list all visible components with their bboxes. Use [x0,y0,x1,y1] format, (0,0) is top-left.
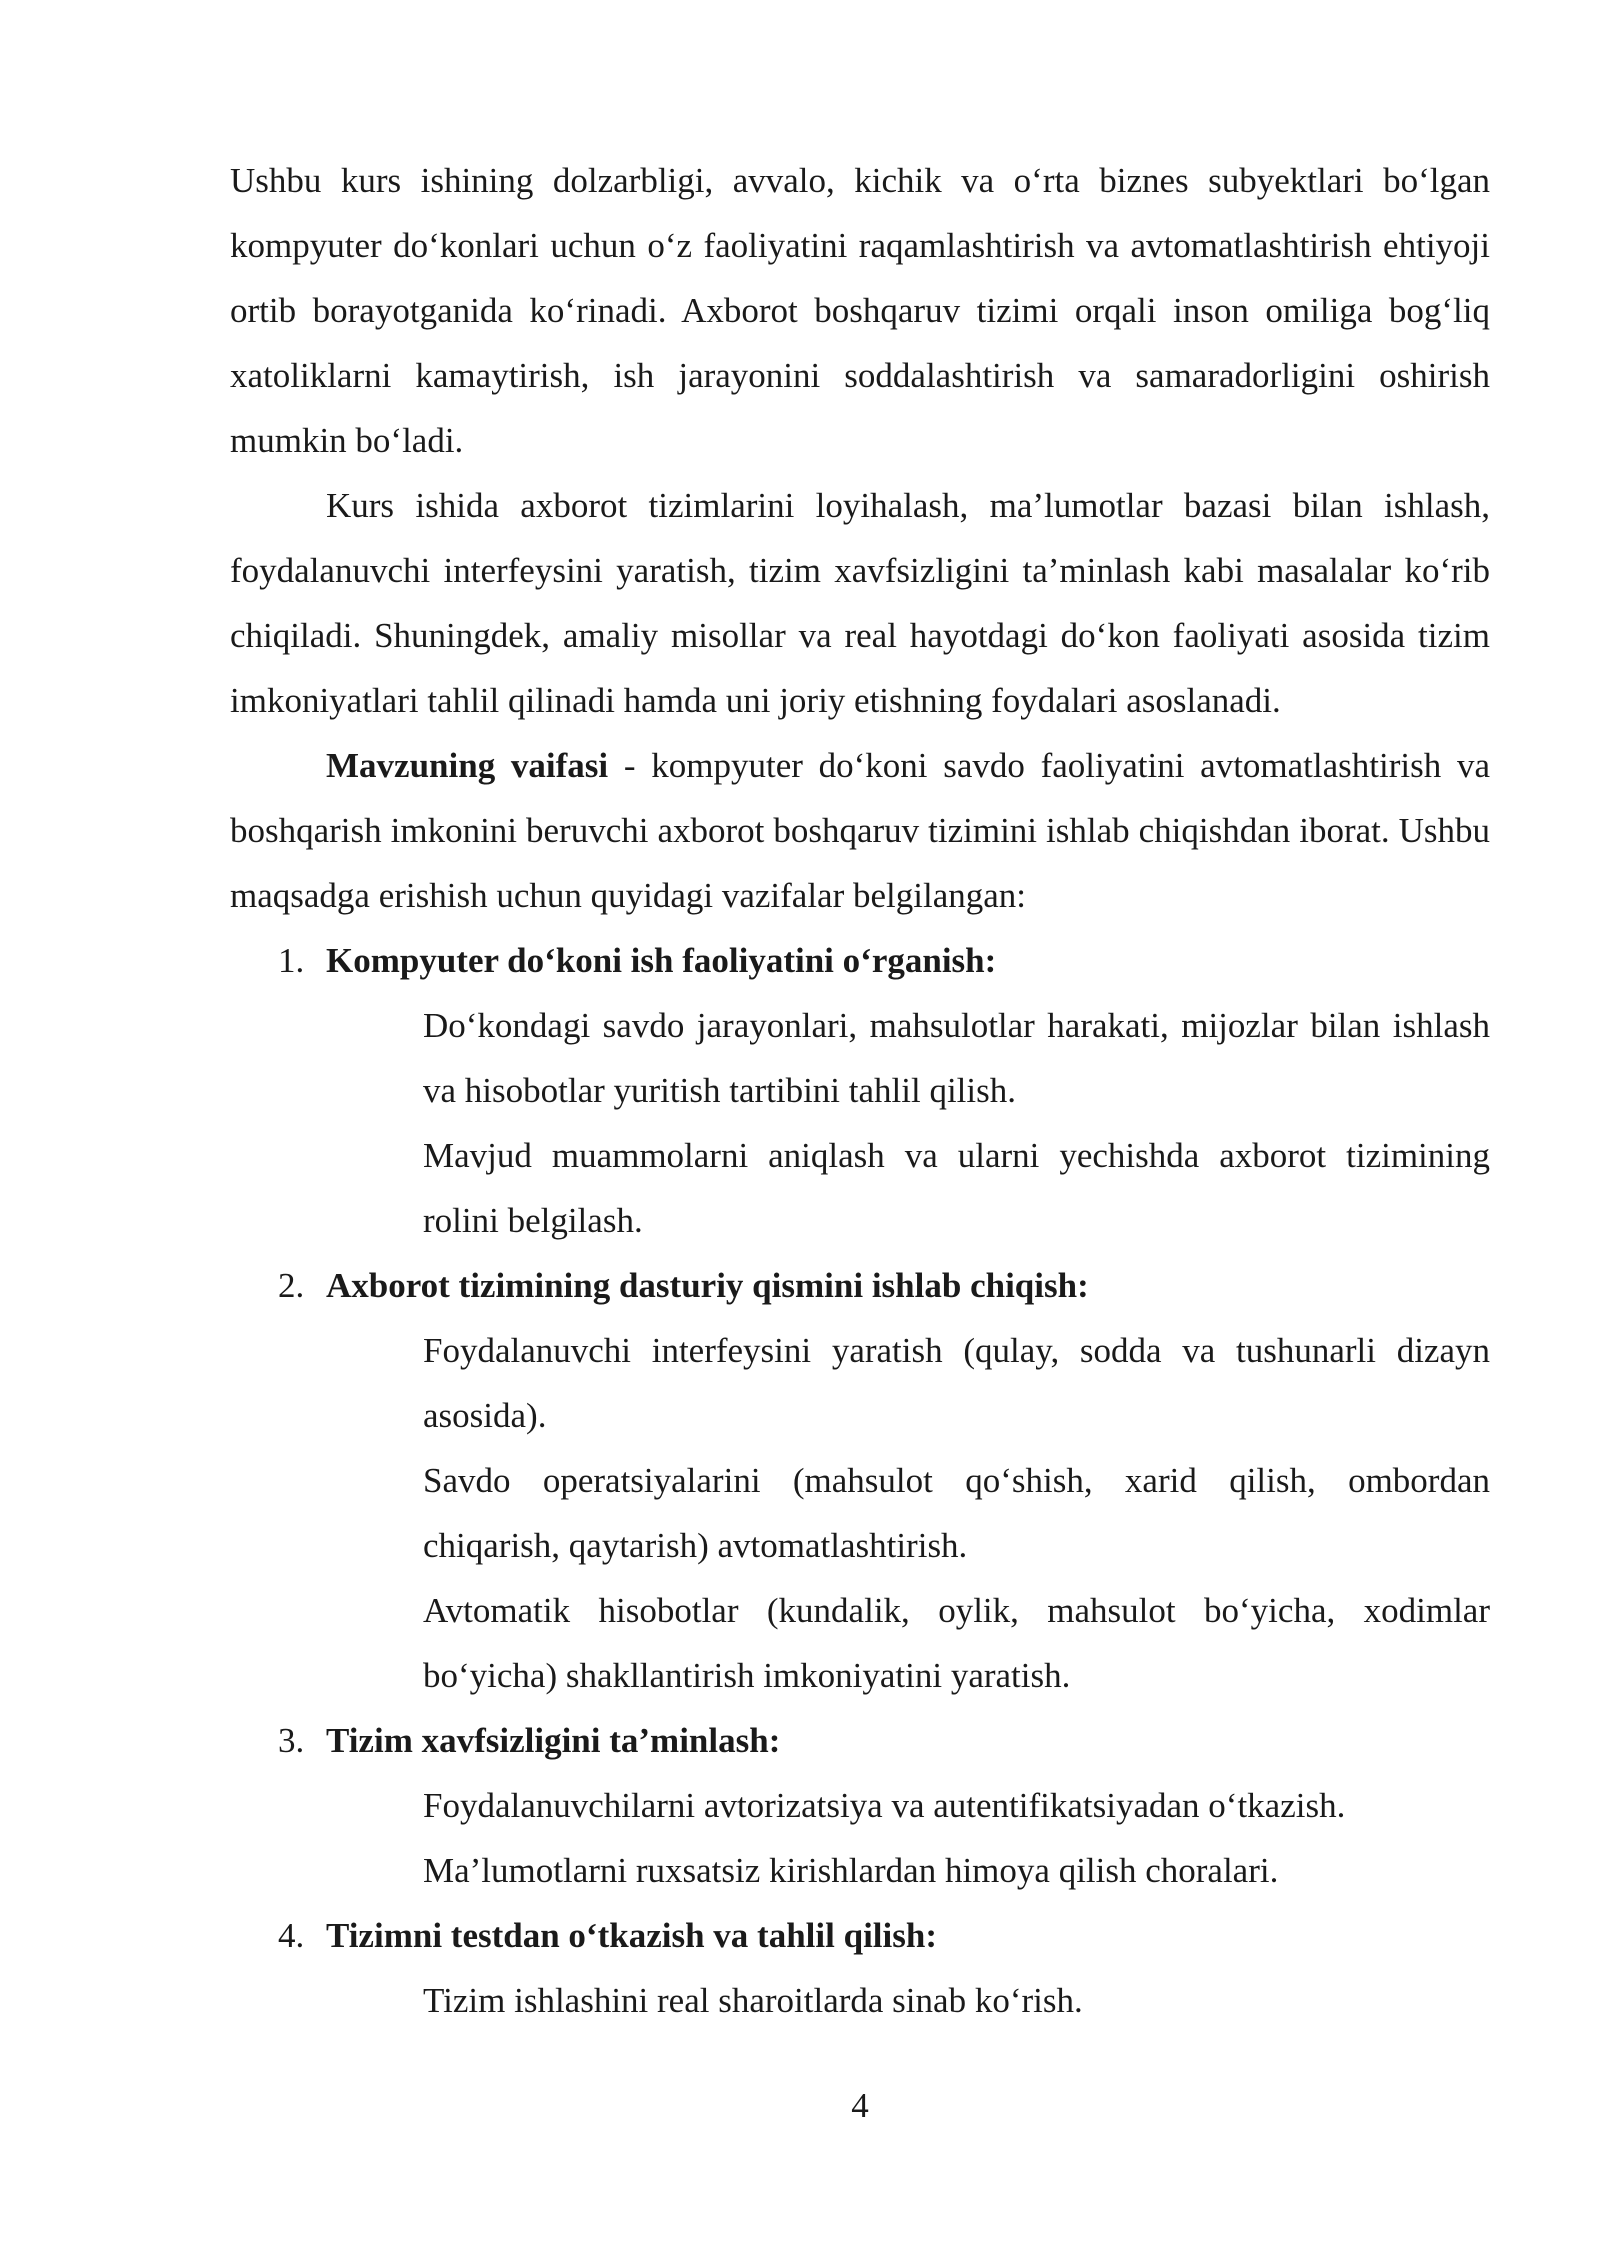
task-item: Do‘kondagi savdo jarayonlari, mahsulotlar harakati, mijozlar bilan ishlash va hisobotlar yuritish tartibini tahlil qilish. [423,1006,1490,1110]
task-title: Tizimni testdan o‘tkazish va tahlil qilish: [326,1916,937,1955]
task-number: 1. [278,941,305,980]
task-item: Ma’lumotlarni ruxsatsiz kirishlardan himoya qilish choralari. [423,1851,1279,1890]
task-heading [230,1708,1490,1773]
task-1 [230,928,1490,1253]
page-number: 4 [851,2086,869,2125]
objective-text: - kompyuter do‘koni savdo faoliyatini avtomatlashtirish va boshqarish imkonini beruvchi axborot boshqaruv tizimini ishlab chiqishdan iborat. Ushbu maqsadga erishish uchun quyidagi vazifalar belgilangan: [230,746,1490,915]
task-item: Tizim ishlashini real sharoitlarda sinab ko‘rish. [423,1981,1083,2020]
scope-paragraph: Kurs ishida axborot tizimlarini loyihalash, ma’lumotlar bazasi bilan ishlash, foydalanuvchi interfeysini yaratish, tizim xavfsizligini ta’minlash kabi masalalar ko‘rib chiqiladi. Shuningdek, amaliy misollar va real hayotdagi do‘kon faoliyati asosida tizim imkoniyatlari tahlil qilinadi hamda uni joriy etishning foydalari asoslanadi. [230,486,1490,720]
task-item: Foydalanuvchilarni avtorizatsiya va autentifikatsiyadan o‘tkazish. [423,1786,1346,1825]
task-2 [230,1253,1490,1708]
objective-paragraph [230,733,1490,928]
task-heading [230,1253,1490,1318]
task-title: Axborot tizimining dasturiy qismini ishlab chiqish: [326,1266,1089,1305]
task-heading [230,928,1490,993]
task-item: Avtomatik hisobotlar (kundalik, oylik, mahsulot bo‘yicha, xodimlar bo‘yicha) shakllantirish imkoniyatini yaratish. [423,1591,1490,1695]
document-page [230,148,1490,2033]
task-title: Tizim xavfsizligini ta’minlash: [326,1721,781,1760]
task-title: Kompyuter do‘koni ish faoliyatini o‘rganish: [326,941,997,980]
intro-paragraph: Ushbu kurs ishining dolzarbligi, avvalo, kichik va o‘rta biznes subyektlari bo‘lgan kompyuter do‘konlari uchun o‘z faoliyatini raqamlashtirish va avtomatlashtirish ehtiyoji ortib borayotganida ko‘rinadi. Axborot boshqaruv tizimi orqali inson omiliga bog‘liq xatoliklarni kamaytirish, ish jarayonini soddalashtirish va samaradorligini oshirish mumkin bo‘ladi. [230,161,1490,460]
task-3 [230,1708,1490,1903]
objective-heading: Mavzuning vaifasi [326,746,609,785]
task-number: 4. [278,1916,305,1955]
task-number: 3. [278,1721,305,1760]
task-item: Mavjud muammolarni aniqlash va ularni yechishda axborot tizimining rolini belgilash. [423,1136,1490,1240]
task-item: Foydalanuvchi interfeysini yaratish (qulay, sodda va tushunarli dizayn asosida). [423,1331,1490,1435]
task-item: Savdo operatsiyalarini (mahsulot qo‘shish, xarid qilish, ombordan chiqarish, qaytarish) avtomatlashtirish. [423,1461,1490,1565]
task-number: 2. [278,1266,305,1305]
task-4 [230,1903,1490,2033]
task-heading [230,1903,1490,1968]
